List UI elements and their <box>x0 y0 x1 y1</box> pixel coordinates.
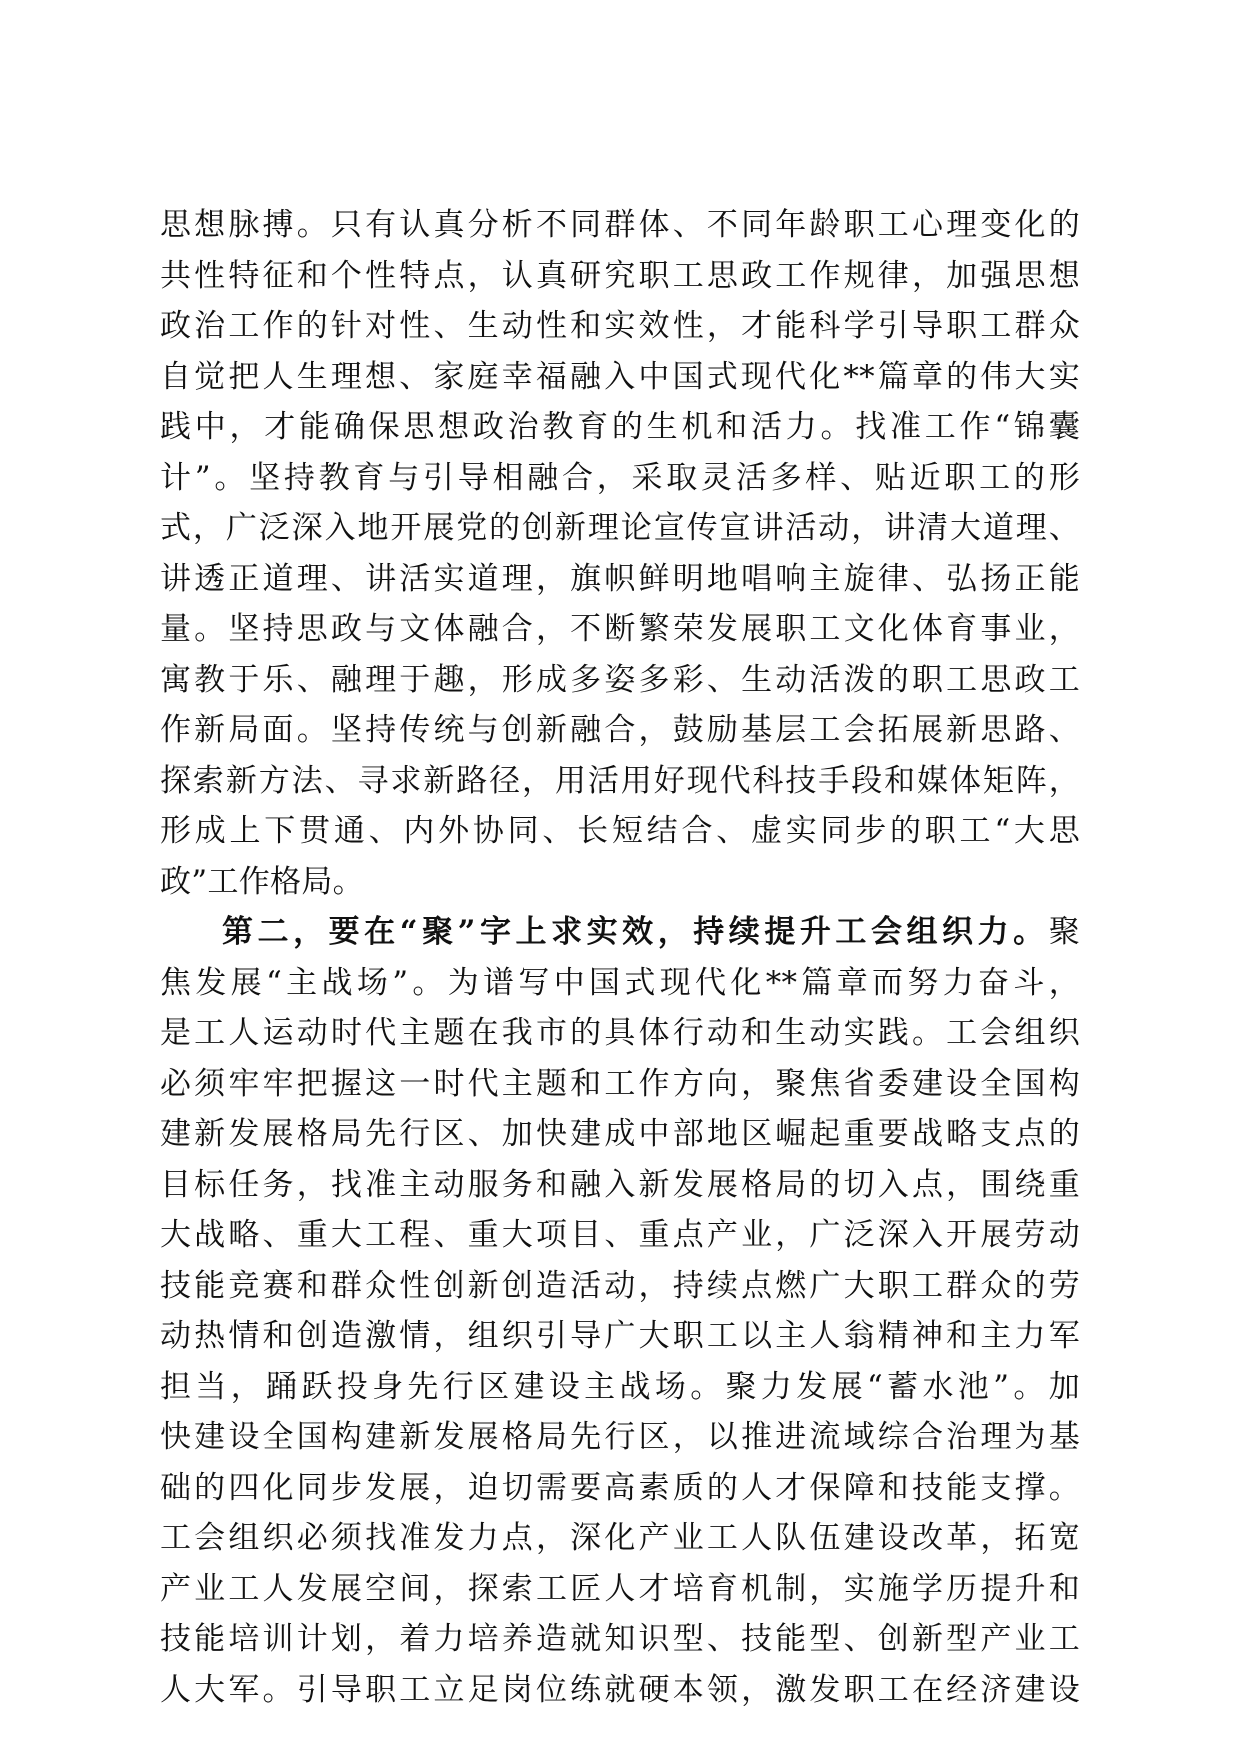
text-line: 探索新方法、寻求新路径，用活用好现代科技手段和媒体矩阵， <box>160 762 1080 799</box>
text-line: 工会组织必须找准发力点，深化产业工人队伍建设改革，拓宽 <box>160 1520 1080 1556</box>
paragraph-heading-line <box>160 907 1080 958</box>
text-line: 思想脉搏。只有认真分析不同群体、不同年龄职工心理变化的 <box>160 207 1080 243</box>
text-line: 人大军。引导职工立足岗位练就硬本领，激发职工在经济建设 <box>160 1671 1080 1708</box>
text-line: 产业工人发展空间，探索工匠人才培育机制，实施学历提升和 <box>160 1570 1080 1607</box>
text-line: 目标任务，找准主动服务和融入新发展格局的切入点，围绕重 <box>160 1166 1080 1203</box>
text-line: 技能竞赛和群众性创新创造活动，持续点燃广大职工群众的劳 <box>160 1267 1080 1304</box>
text-line: 自觉把人生理想、家庭幸福融入中国式现代化**篇章的伟大实 <box>160 358 1080 395</box>
text-line: 计”。坚持教育与引导相融合，采取灵活多样、贴近职工的形 <box>160 459 1080 496</box>
text-line: 担当，踊跃投身先行区建设主战场。聚力发展“蓄水池”。加 <box>160 1368 1080 1405</box>
text-line: 焦发展“主战场”。为谱写中国式现代化**篇章而努力奋斗， <box>160 964 1080 1001</box>
text-line: 寓教于乐、融理于趣，形成多姿多彩、生动活泼的职工思政工 <box>160 661 1080 698</box>
text-line: 讲透正道理、讲活实道理，旗帜鲜明地唱响主旋律、弘扬正能 <box>160 560 1080 597</box>
text-line: 践中，才能确保思想政治教育的生机和活力。找准工作“锦囊 <box>160 409 1080 445</box>
heading-line-tail: 聚 <box>1048 914 1080 950</box>
text-line: 量。坚持思政与文体融合，不断繁荣发展职工文化体育事业， <box>160 611 1080 647</box>
text-line: 政”工作格局。 <box>160 863 364 900</box>
text-line: 技能培训计划，着力培养造就知识型、技能型、创新型产业工 <box>160 1621 1080 1657</box>
text-line: 动热情和创造激情，组织引导广大职工以主人翁精神和主力军 <box>160 1318 1080 1354</box>
text-line: 形成上下贯通、内外协同、长短结合、虚实同步的职工“大思 <box>160 813 1080 849</box>
section-heading: 第二，要在“聚”字上求实效，持续提升工会组织力。 <box>222 914 1049 950</box>
text-line: 快建设全国构建新发展格局先行区，以推进流域综合治理为基 <box>160 1419 1080 1455</box>
text-line: 政治工作的针对性、生动性和实效性，才能科学引导职工群众 <box>160 308 1080 344</box>
text-line: 作新局面。坚持传统与创新融合，鼓励基层工会拓展新思路、 <box>160 712 1080 748</box>
text-line: 式，广泛深入地开展党的创新理论宣传宣讲活动，讲清大道理、 <box>160 510 1080 546</box>
text-line: 建新发展格局先行区、加快建成中部地区崛起重要战略支点的 <box>160 1116 1080 1152</box>
text-line: 共性特征和个性特点，认真研究职工思政工作规律，加强思想 <box>160 257 1080 294</box>
document-body <box>160 200 1080 1715</box>
text-line: 必须牢牢把握这一时代主题和工作方向，聚焦省委建设全国构 <box>160 1065 1080 1102</box>
text-line: 是工人运动时代主题在我市的具体行动和生动实践。工会组织 <box>160 1015 1080 1051</box>
text-line: 础的四化同步发展，迫切需要高素质的人才保障和技能支撑。 <box>160 1469 1080 1506</box>
text-line: 大战略、重大工程、重大项目、重点产业，广泛深入开展劳动 <box>160 1217 1080 1253</box>
